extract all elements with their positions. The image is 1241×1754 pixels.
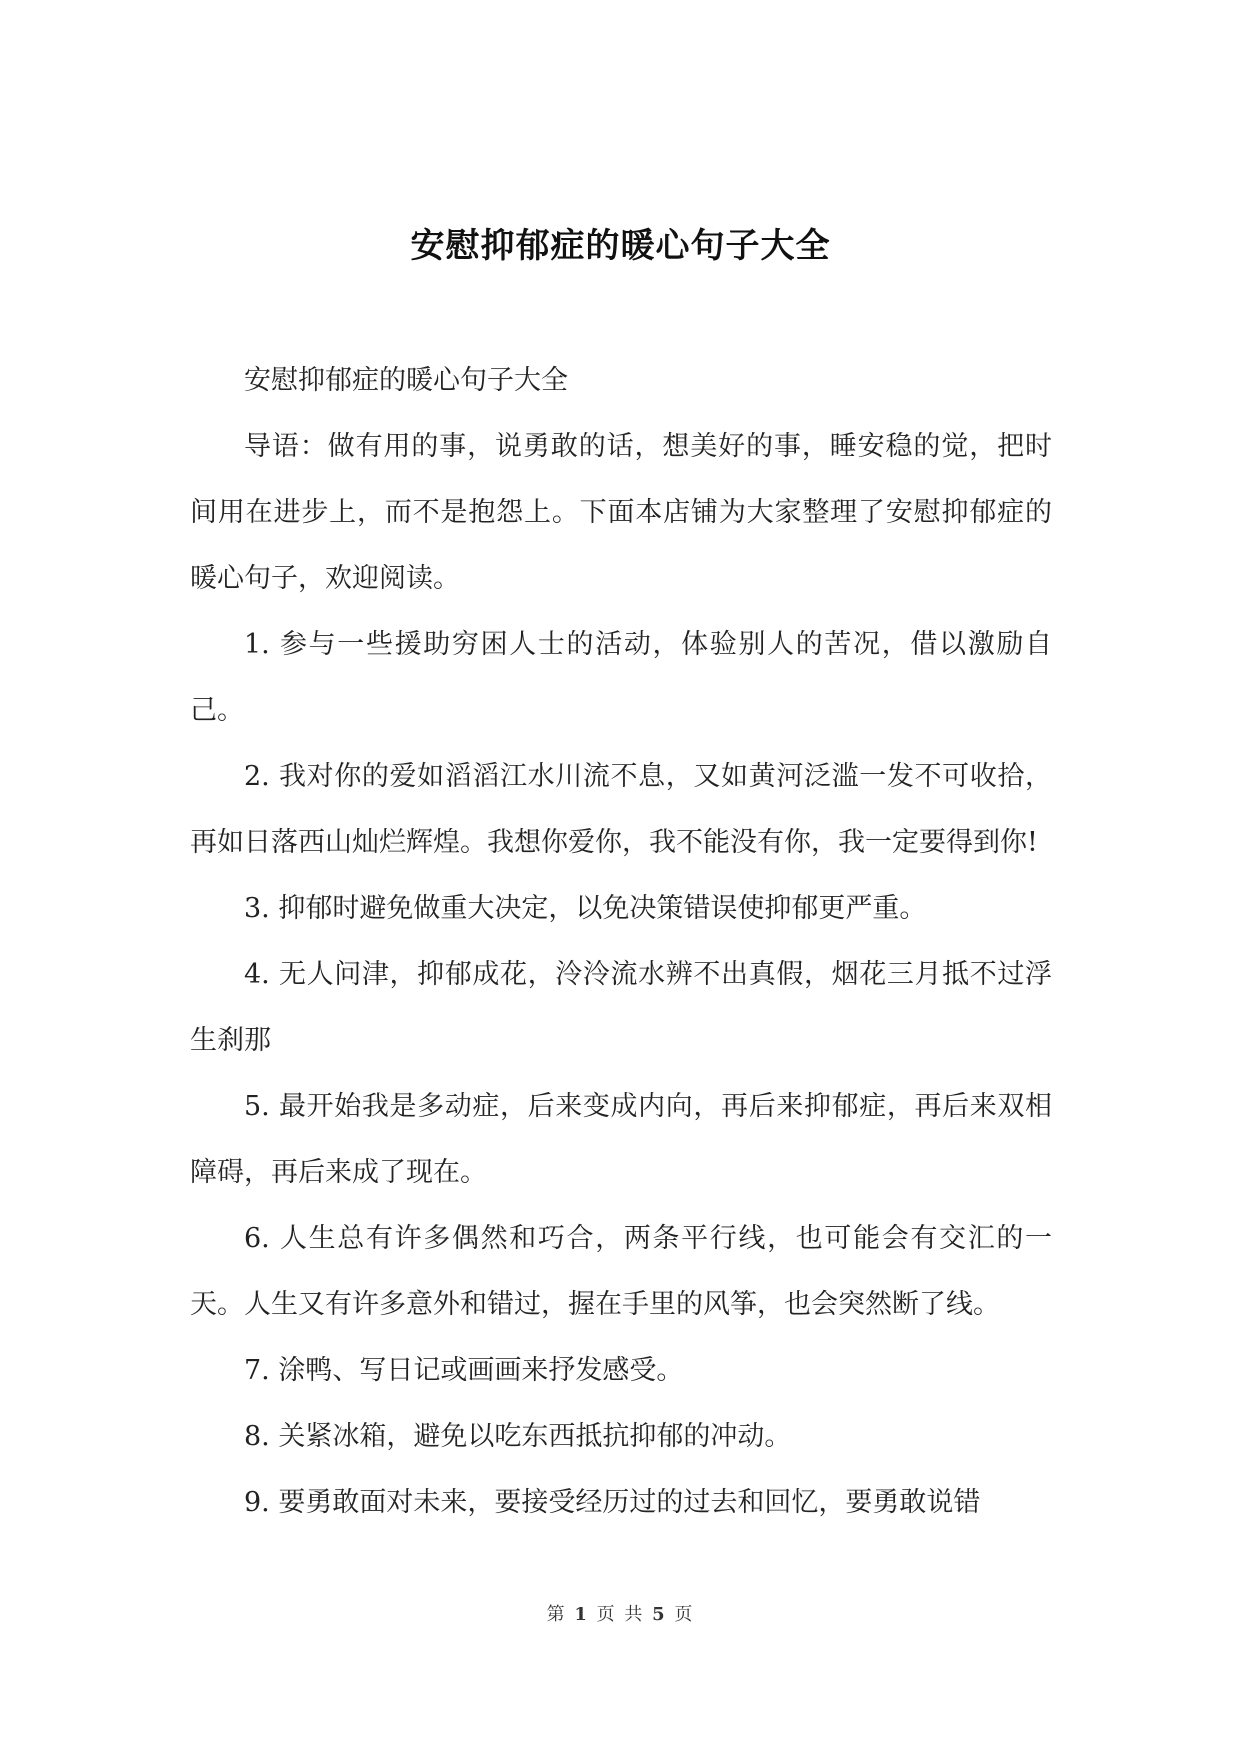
list-item: 4. 无人问津，抑郁成花，泠泠流水辨不出真假，烟花三月抵不过浮生刹那 [190, 959, 1052, 1056]
list-item: 6. 人生总有许多偶然和巧合，两条平行线，也可能会有交汇的一天。人生又有许多意外和错过，握在手里的风筝，也会突然断了线。 [190, 1223, 1052, 1320]
footer-middle: 页 共 [596, 1604, 645, 1625]
total-pages-number: 5 [652, 1604, 667, 1625]
list-item: 8. 关紧冰箱，避免以吃东西抵抗抑郁的冲动。 [244, 1421, 792, 1452]
footer-suffix: 页 [674, 1604, 695, 1625]
list-item: 2. 我对你的爱如滔滔江水川流不息，又如黄河泛滥一发不可收拾，再如日落西山灿烂辉煌。我想你爱你，我不能没有你，我一定要得到你! [190, 761, 1052, 858]
list-item: 3. 抑郁时避免做重大决定，以免决策错误使抑郁更严重。 [244, 893, 927, 924]
paragraph-subtitle: 安慰抑郁症的暖心句子大全 [244, 365, 568, 396]
list-item: 7. 涂鸭、写日记或画画来抒发感受。 [244, 1355, 684, 1386]
list-item: 9. 要勇敢面对未来，要接受经历过的过去和回忆，要勇敢说错 [244, 1487, 981, 1518]
list-item: 1. 参与一些援助穷困人士的活动，体验别人的苦况，借以激励自己。 [190, 629, 1052, 726]
footer-prefix: 第 [546, 1604, 567, 1625]
document-body [190, 348, 1052, 1536]
current-page-number: 1 [574, 1604, 589, 1625]
document-title: 安慰抑郁症的暖心句子大全 [410, 226, 831, 266]
paragraph-intro: 导语：做有用的事，说勇敢的话，想美好的事，睡安稳的觉，把时间用在进步上，而不是抱怨上。下面本店铺为大家整理了安慰抑郁症的暖心句子，欢迎阅读。 [190, 431, 1052, 594]
page-footer [0, 1600, 1241, 1626]
list-item: 5. 最开始我是多动症，后来变成内向，再后来抑郁症，再后来双相障碍，再后来成了现在。 [190, 1091, 1052, 1188]
